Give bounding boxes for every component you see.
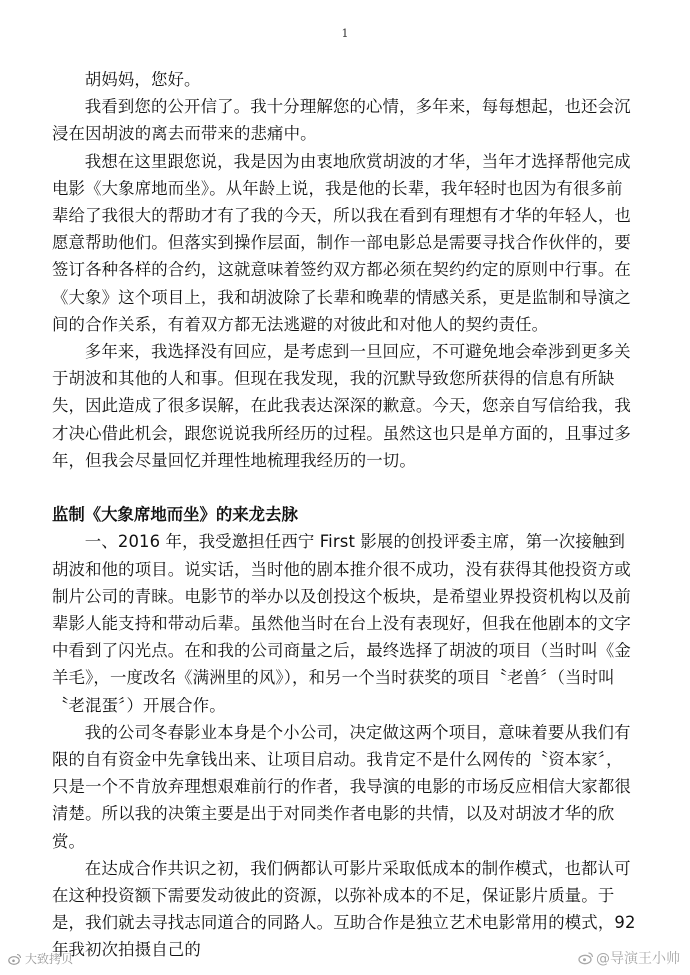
watermark-right: [578, 948, 680, 968]
watermark-right-text: @导演王小帅: [596, 951, 680, 967]
page-number: 1: [341, 27, 349, 40]
letter-body: [52, 66, 638, 964]
paragraph: 一、2016 年，我受邀担任西宁 First 影展的创投评委主席，第一次接触到胡波和他的项目。说实话，当时他的剧本推介很不成功，没有获得其他投资方或制片公司的青睐。电影节的举办以及创投这个板块，是希望业界投资机构以及前辈影人能支持和带动后辈。虽然他当时在台上没有表现好，但我在他剧本的文字中看到了闪光点。在和我的公司商量之后，最终选择了胡波的项目（当时叫《金羊毛》，一度改名《满洲里的风》），和另一个当时获奖的项目〝老兽〞（当时叫〝老混蛋〞）开展合作。: [52, 532, 631, 715]
watermark-left: [8, 950, 73, 967]
section-title: 监制《大象席地而坐》的来龙去脉: [52, 505, 298, 525]
paragraph: 多年来，我选择没有回应，是考虑到一旦回应，不可避免地会牵涉到更多关于胡波和其他的人和事。但现在我发现，我的沉默导致您所获得的信息有所缺失，因此造成了很多误解，在此我表达深深的歉意。今天，您亲自写信给我，我才决心借此机会，跟您说说我所经历的过程。虽然这也只是单方面的，且事过多年，但我会尽量回忆并理性地梳理我经历的一切。: [52, 342, 631, 470]
weibo-logo-icon: [8, 952, 22, 966]
paragraph: 我想在这里跟您说，我是因为由衷地欣赏胡波的才华，当年才选择帮他完成电影《大象席地而坐》。从年龄上说，我是他的长辈，我年轻时也因为有很多前辈给了我很大的帮助才有了我的今天，所以我在看到有理想有才华的年轻人，也愿意帮助他们。但落实到操作层面，制作一部电影总是需要寻找合作伙伴的，要签订各种各样的合约，这就意味着签约双方都必须在契约约定的原则中行事。在《大象》这个项目上，我和胡波除了长辈和晚辈的情感关系，更是监制和导演之间的合作关系，有着双方都无法逃避的对彼此和对他人的契约责任。: [52, 151, 631, 334]
paragraph: 在达成合作共识之初，我们俩都认可影片采取低成本的制作模式，也都认可在这种投资额下需要发动彼此的资源，以弥补成本的不足，保证影片质量。于是，我们就去寻找志同道合的同路人。互助合作是独立艺术电影常用的模式，92 年我初次拍摄自己的: [52, 858, 636, 960]
section-gap: [52, 474, 638, 501]
paragraph: 我看到您的公开信了。我十分理解您的心情，多年来，每每想起，也还会沉浸在因胡波的离去而带来的悲痛中。: [52, 97, 631, 144]
greeting: 胡妈妈，您好。: [84, 70, 201, 89]
weibo-logo-icon: [578, 951, 592, 965]
watermark-left-text: 大致拷贝: [25, 952, 74, 966]
paragraph: 我的公司冬春影业本身是个小公司，决定做这两个项目，意味着要从我们有限的自有资金中先拿钱出来、让项目启动。我肯定不是什么网传的〝资本家〞，只是一个不肯放弃理想艰难前行的作者，我导演的电影的市场反应相信大家都很清楚。所以我的决策主要是出于对同类作者电影的共情，以及对胡波才华的欣赏。: [52, 722, 631, 851]
